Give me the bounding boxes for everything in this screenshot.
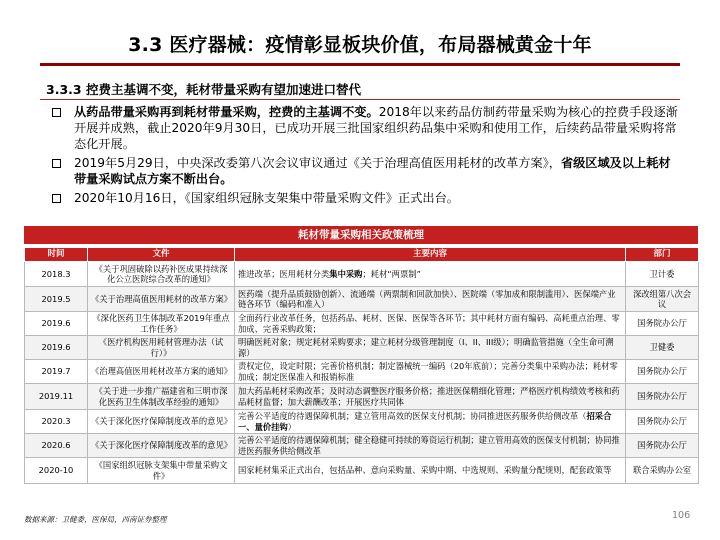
page-title: 3.3 医疗器械：疫情彰显板块价值，布局器械黄金十年 — [128, 34, 592, 56]
cell-date: 2019.6 — [25, 336, 88, 360]
cell-department: 卫计委 — [626, 262, 699, 287]
cell-department: 国务院办公厅 — [626, 434, 699, 458]
header-document: 文件 — [88, 248, 235, 262]
cell-date: 2020.3 — [25, 410, 88, 434]
source-note: 数据来源：卫健委、医保局，西南证券整理 — [24, 515, 167, 524]
bullet-bold-text: 从药品带量采购再到耗材带量采购，控费的主基调不变。 — [74, 105, 379, 119]
cell-document: 《深化医药卫生体制改革2019年重点工作任务》 — [88, 312, 235, 336]
cell-date: 2019.6 — [25, 312, 88, 336]
cell-content: 国家耗材集采正式出台，包括品种、意向采购量、采购中期、中选规则、采购量分配规则，配套政策等 — [235, 458, 626, 484]
table-row — [25, 360, 699, 384]
table-row — [25, 312, 699, 336]
content-emphasis: 集中采购 — [329, 268, 363, 279]
checkbox-bullet-icon — [52, 159, 61, 168]
page-number: 106 — [672, 510, 691, 521]
cell-content: 推进改革；医用耗材分类集中采购；耗材“两票制” — [235, 262, 626, 287]
cell-document: 《关于深化医疗保障制度改革的意见》 — [88, 410, 235, 434]
table-row — [25, 434, 699, 458]
cell-content: 医药端（提升品质鼓励创新）、流通端（两票制和回款加快）、医院端（零加成和限制滥用）、医保端产业链各环节（编码和准入） — [235, 287, 626, 312]
cell-date: 2020-10 — [25, 458, 88, 484]
cell-content: 完善公平适度的待遇保障机制；建立管用高效的医保支付机制；协同推进医药服务供给侧改革（招采合一、量价挂钩） — [235, 410, 626, 434]
cell-document: 《关于深化医疗保障制度改革的意见》 — [88, 434, 235, 458]
table-header-row — [25, 248, 699, 262]
title-divider — [40, 63, 680, 66]
cell-date: 2019.7 — [25, 360, 88, 384]
cell-department: 国务院办公厅 — [626, 312, 699, 336]
cell-content: 明确医耗对象；规定耗材采购要求；建立耗材分级管理制度（I、II、III级）；明确监管措施（全生命可溯源） — [235, 336, 626, 360]
cell-date: 2019.11 — [25, 384, 88, 410]
cell-content: 责权定位，设定时限；完善价格机制；制定器械统一编码（20年底前）；完善分类集中采购办法；耗材零加成；制定医保准入和报销标准 — [235, 360, 626, 384]
cell-department: 深改组第八次会议 — [626, 287, 699, 312]
bullet-item — [50, 155, 682, 187]
cell-date: 2019.5 — [25, 287, 88, 312]
table-row — [25, 458, 699, 484]
header-content: 主要内容 — [235, 248, 626, 262]
bullet-list — [50, 104, 682, 209]
cell-document: 《医疗机构医用耗材管理办法（试行）》 — [88, 336, 235, 360]
cell-document: 《关于治理高值医用耗材的改革方案》 — [88, 287, 235, 312]
table-row — [25, 384, 699, 410]
table-title-banner: 耗材带量采购相关政策梳理 — [24, 226, 698, 244]
cell-date: 2020.6 — [25, 434, 88, 458]
bullet-text: 2018年以来药品仿制药带量采购为核心的控费手段逐渐开展并成熟，截止2020年9月30日，已成功开展三批国家组织药品集中采购和使用工作，后续药品带量采购将常态化开展。 — [74, 105, 678, 151]
cell-department: 国务院办公厅 — [626, 410, 699, 434]
cell-content: 全面药行业改革任务，包括药品、耗材、医保、医保等各环节；其中耗材方面有编码、高耗重点治理、零加成、完善采购政策； — [235, 312, 626, 336]
cell-date: 2018.3 — [25, 262, 88, 287]
policy-table — [24, 247, 699, 484]
table-row — [25, 410, 699, 434]
bullet-text: 2019年5月29日，中央深改委第八次会议审议通过《关于治理高值医用耗材的改革方案》， — [74, 156, 561, 170]
cell-document: 《关于巩固破除以药补医成果持续深化公立医院综合改革的通知》 — [88, 262, 235, 287]
cell-document: 《治理高值医用耗材改革方案的通知》 — [88, 360, 235, 384]
checkbox-bullet-icon — [52, 194, 61, 203]
bullet-item — [50, 104, 682, 152]
bullet-bold-text: 省级区域及以上耗材带量采购试点方案不断出台。 — [74, 156, 671, 186]
bullet-item — [50, 190, 682, 206]
table-row — [25, 262, 699, 287]
cell-content: 完善公平适度的待遇保障机制；健全稳健可持续的筹资运行机制；建立管用高效的医保支付机制；协同推进医药服务供给侧改革 — [235, 434, 626, 458]
cell-document: 《国家组织冠脉支架集中带量采购文件》 — [88, 458, 235, 484]
section-subheading: 3.3.3 控费主基调不变，耗材带量采购有望加速进口替代 — [46, 82, 361, 97]
table-row — [25, 287, 699, 312]
header-department: 部门 — [626, 248, 699, 262]
cell-content: 加大药品耗材采购改革；及时动态调整医疗服务价格；推进医保精细化管理；严格医疗机构绩效考核和药品耗材监督；加大薪酬改革；开展医疗共同体 — [235, 384, 626, 410]
cell-department: 卫健委 — [626, 336, 699, 360]
cell-document: 《关于进一步推广福建省和三明市深化医药卫生体制改革经验的通知》 — [88, 384, 235, 410]
cell-department: 联合采购办公室 — [626, 458, 699, 484]
table-row — [25, 336, 699, 360]
subheading-divider — [40, 99, 680, 100]
cell-department: 国务院办公厅 — [626, 360, 699, 384]
cell-department: 国务院办公厅 — [626, 384, 699, 410]
bullet-text: 2020年10月16日，《国家组织冠脉支架集中带量采购文件》正式出台。 — [74, 191, 459, 205]
header-date: 时间 — [25, 248, 88, 262]
content-emphasis: 招采合一、量价挂钩 — [238, 411, 612, 432]
checkbox-bullet-icon — [52, 108, 61, 117]
